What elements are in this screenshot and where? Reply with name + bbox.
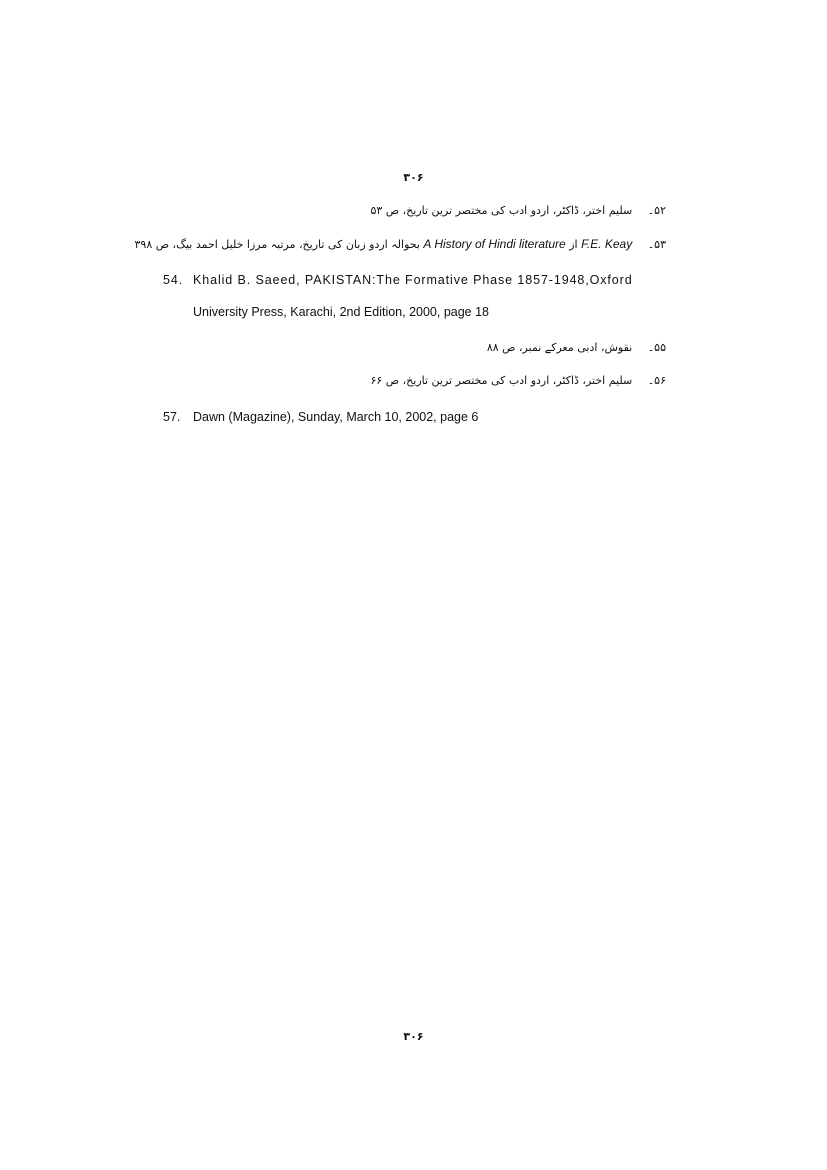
reference-number: 54. [163, 273, 184, 287]
reference-number: ۵۳۔ [647, 238, 666, 251]
page-number-bottom: ۳۰۶ [403, 1030, 424, 1043]
reference-title: A History of Hindi literature [423, 237, 566, 251]
reference-text: Khalid B. Saeed, PAKISTAN:The Formative Phase 1857-1948,Oxford [193, 273, 633, 287]
reference-author: F.E. Keay [581, 237, 633, 251]
reference-number: 57. [163, 410, 181, 424]
page-number-top: ۳۰۶ [403, 171, 424, 184]
reference-54-continued: University Press, Karachi, 2nd Edition, 2000, page 18 [193, 305, 490, 319]
reference-55 [487, 341, 666, 354]
reference-number: ۵۵۔ [647, 341, 666, 354]
reference-53 [135, 237, 666, 251]
reference-text: بحوالہ اردو زبان کی تاریخ، مرتبہ مرزا خلیل احمد بیگ، ص ۳۹۸ [134, 238, 420, 251]
reference-text: از [569, 238, 578, 251]
reference-text: سلیم اختر، ڈاکٹر، اردو ادب کی مختصر ترین تاریخ، ص ۵۳ [370, 204, 633, 217]
reference-text: نقوش، ادبی معرکے نمبر، ص ۸۸ [486, 341, 633, 354]
reference-text: سلیم اختر، ڈاکٹر، اردو ادب کی مختصر ترین تاریخ، ص ۶۶ [370, 374, 633, 387]
reference-52 [370, 204, 666, 217]
reference-54 [163, 273, 633, 287]
reference-56 [370, 374, 666, 387]
reference-number: ۵۶۔ [647, 374, 666, 387]
reference-57 [163, 410, 478, 424]
reference-number: ۵۲۔ [647, 204, 666, 217]
reference-text: Dawn (Magazine), Sunday, March 10, 2002, page 6 [193, 410, 479, 424]
